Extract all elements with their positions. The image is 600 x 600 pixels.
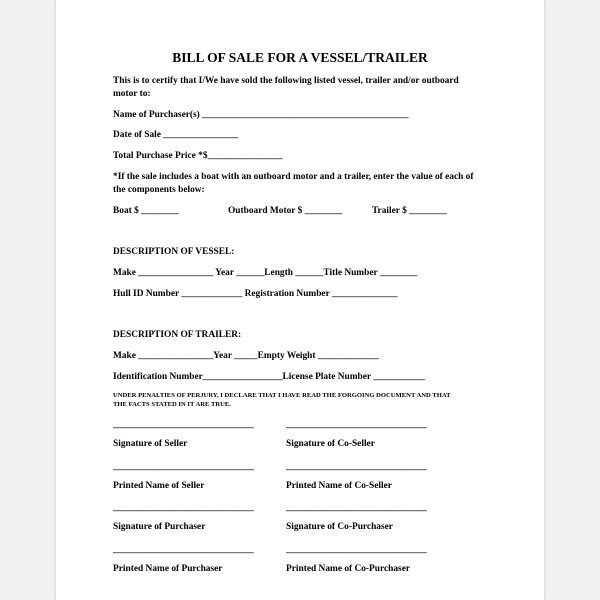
outboard-value-field: Outboard Motor $ ________ [228,206,343,216]
co-purchaser-signature-label: Signature of Co-Purchaser [286,522,393,532]
co-seller-signature-label: Signature of Co-Seller [286,439,375,449]
boat-value-field: Boat $ ________ [113,206,179,216]
seller-signature-rule: ______________________________ [113,420,254,430]
intro-line-1: This is to certify that I/We have sold the following listed vessel, trailer and/or outboard [113,76,459,86]
document-page [56,0,544,600]
trailer-value-field: Trailer $ ________ [372,206,447,216]
purchase-price-field: Total Purchase Price *$________________ [113,151,283,161]
co-seller-signature-rule: ______________________________ [286,420,427,430]
vessel-hull-line: Hull ID Number _____________ Registration Number ______________ [113,289,398,299]
components-note-line-1: *If the sale includes a boat with an outboard motor and a trailer, enter the value of each of [113,172,474,182]
purchaser-name-field: Name of Purchaser(s) ____________________________________________ [113,110,409,120]
printed-purchaser-rule: ______________________________ [113,545,254,555]
trailer-make-line: Make ________________Year _____Empty Weight _____________ [113,351,379,361]
vessel-make-line: Make ________________ Year ______Length ______Title Number ________ [113,268,418,278]
printed-seller-label: Printed Name of Seller [113,481,205,491]
purchaser-signature-rule: ______________________________ [113,503,254,513]
printed-co-purchaser-label: Printed Name of Co-Purchaser [286,564,411,574]
declaration-line-1: UNDER PENALTIES OF PERJURY, I DECLARE THAT I HAVE READ THE FORGOING DOCUMENT AND THAT [113,392,451,399]
seller-signature-label: Signature of Seller [113,439,188,449]
printed-seller-rule: ______________________________ [113,462,254,472]
declaration-line-2: THE FACTS STATED IN IT ARE TRUE. [113,401,231,408]
trailer-id-line: Identification Number_________________License Plate Number ___________ [113,372,425,382]
date-of-sale-field: Date of Sale ________________ [113,130,239,140]
vessel-heading: DESCRIPTION OF VESSEL: [113,247,235,257]
co-purchaser-signature-rule: ______________________________ [286,503,427,513]
printed-purchaser-label: Printed Name of Purchaser [113,564,223,574]
trailer-heading: DESCRIPTION OF TRAILER: [113,330,242,340]
document-title: BILL OF SALE FOR A VESSEL/TRAILER [172,50,428,65]
printed-co-purchaser-rule: ______________________________ [286,545,427,555]
printed-co-seller-rule: ______________________________ [286,462,427,472]
purchaser-signature-label: Signature of Purchaser [113,522,206,532]
intro-line-2: motor to: [113,89,151,99]
printed-co-seller-label: Printed Name of Co-Seller [286,481,392,491]
components-note-line-2: the components below: [113,185,205,195]
